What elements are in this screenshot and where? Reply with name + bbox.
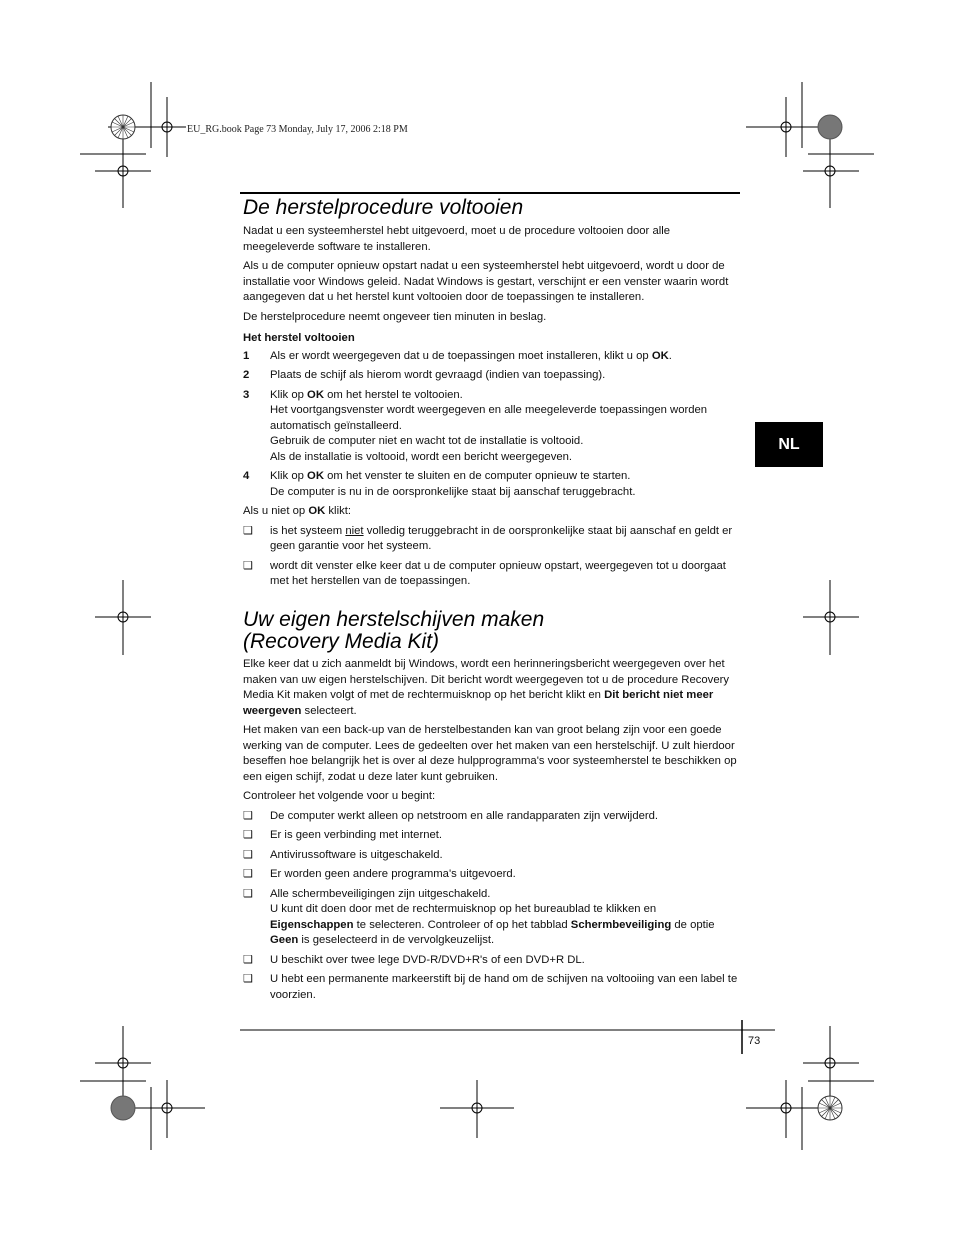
step-text: Klik op — [270, 470, 308, 482]
checkbox-icon: ❑ — [243, 953, 253, 966]
step-number: 2 — [243, 369, 250, 381]
checkbox-icon: ❑ — [243, 524, 253, 537]
rmk-paragraph-2: Het maken van een back-up van de herstelbestanden kan van groot belang zijn voor een goede werking van de computer. Lees de gedeelten over het maken van een herstelschijf. U zult hierdoor beseffen hoe belangrijk het is over al deze hulpprogramma's voor systeemherstel te beschikken op een eigen schijf, zodat u deze later kunt gebruiken. — [243, 724, 737, 783]
section-complete-recovery — [243, 197, 740, 594]
step-number: 3 — [243, 388, 250, 401]
step-number: 4 — [243, 470, 250, 482]
checkbox-icon: ❑ — [243, 809, 253, 822]
rmk-paragraph-3: Controleer het volgende voor u begint: — [243, 790, 436, 802]
step-end: . — [668, 349, 672, 362]
language-tab-nl: NL — [755, 422, 823, 467]
rmk-paragraph-1: Elke keer dat u zich aanmeldt bij Windows, wordt een herinneringsbericht weergegeven over het maken van uw eigen herstelschijven. Dit bericht wordt weergegeven tot u de procedure Recovery Media Kit maken volgt of met de rechtermuisknop op het bericht klikt en Dit bericht niet meer weergeven selecteert. — [243, 658, 730, 717]
intro-paragraph-2: Als u de computer opnieuw opstart nadat u een systeemherstel hebt uitgevoerd, wordt u door de installatie voor Windows geleid. Nadat Windows is gestart, verschijnt er een venster waarin wordt aangegeven dat u het herstel kunt voltooien door de toepassingen te installeren. — [243, 260, 729, 303]
not-ok-intro: Als u niet op OK klikt: — [243, 505, 351, 517]
checkbox-icon: ❑ — [243, 559, 253, 572]
check-item: ❑ U hebt een permanente markeerstift bij de hand om de schijven na voltooiing van een label te voorzien. — [243, 972, 740, 1003]
step-4 — [243, 469, 740, 500]
subheading-complete-recovery: Het herstel voltooien — [243, 332, 355, 344]
step-text: Klik op — [270, 388, 308, 401]
check-item: ❑ Antivirussoftware is uitgeschakeld. — [243, 848, 740, 864]
bullet-window-reappears: ❑ wordt dit venster elke keer dat u de computer opnieuw opstart, weergegeven tot u doorgaat met het herstellen van de toepassingen. — [243, 559, 740, 590]
ok-label: OK — [307, 470, 324, 482]
step-text: om het herstel te voltooien. — [324, 388, 463, 401]
step-number: 1 — [243, 349, 250, 362]
intro-paragraph-3: De herstelprocedure neemt ongeveer tien minuten in beslag. — [243, 310, 547, 323]
print-header-meta: EU_RG.book Page 73 Monday, July 17, 2006 2:18 PM — [187, 124, 408, 135]
bullet-not-restored: ❑ is het systeem niet volledig teruggebracht in de oorspronkelijke staat bij aanschaf en geldt er geen garantie voor het systeem. — [243, 524, 740, 555]
checkbox-icon: ❑ — [243, 829, 253, 841]
step-text: Als er wordt weergegeven dat u de toepassingen moet installeren, klikt u op — [270, 349, 652, 362]
step-1 — [243, 349, 740, 365]
check-item: ❑ Er worden geen andere programma's uitgevoerd. — [243, 867, 740, 883]
intro-paragraph-1: Nadat u een systeemherstel hebt uitgevoerd, moet u de procedure voltooien door alle meegeleverde software te installeren. — [243, 225, 671, 253]
step-text: Plaats de schijf als hierom wordt gevraagd (indien van toepassing). — [270, 369, 606, 381]
check-item: ❑ De computer werkt alleen op netstroom en alle randapparaten zijn verwijderd. — [243, 809, 740, 825]
ok-label: OK — [651, 349, 669, 362]
checkbox-icon: ❑ — [243, 848, 253, 861]
section-title-recovery-media-kit: Uw eigen herstelschijven maken (Recovery Media Kit) — [243, 608, 545, 653]
step-2 — [243, 368, 740, 384]
check-item: ❑ U beschikt over twee lege DVD-R/DVD+R's of een DVD+R DL. — [243, 953, 740, 969]
checkbox-icon: ❑ — [243, 973, 253, 985]
step-line: Als de installatie is voltooid, wordt een bericht weergegeven. — [270, 450, 573, 463]
page-number: 73 — [748, 1035, 761, 1047]
section-title-complete-recovery: De herstelprocedure voltooien — [243, 196, 524, 219]
ok-label: OK — [307, 388, 324, 401]
check-item: ❑ Er is geen verbinding met internet. — [243, 828, 740, 844]
step-line: Het voortgangsvenster wordt weergegeven en alle meegeleverde toepassingen worden automatisch geïnstalleerd. — [270, 404, 708, 432]
checkbox-icon: ❑ — [243, 868, 253, 880]
step-3 — [243, 388, 740, 466]
section-recovery-media-kit — [243, 609, 740, 1007]
checkbox-icon: ❑ — [243, 887, 253, 900]
step-text: om het venster te sluiten en de computer opnieuw te starten. — [324, 470, 631, 482]
step-line: De computer is nu in de oorspronkelijke staat bij aanschaf teruggebracht. — [270, 485, 636, 498]
check-item-screensaver: ❑ Alle schermbeveiligingen zijn uitgeschakeld. U kunt dit doen door met de rechtermuisknop op het bureaublad te klikken en Eigenschappen te selecteren. Controleer of op het tabblad Schermbeveiliging de optie Geen is geselecteerd in de vervolgkeuzelijst. — [243, 887, 740, 949]
step-line: Gebruik de computer niet en wacht tot de installatie is voltooid. — [270, 435, 584, 447]
